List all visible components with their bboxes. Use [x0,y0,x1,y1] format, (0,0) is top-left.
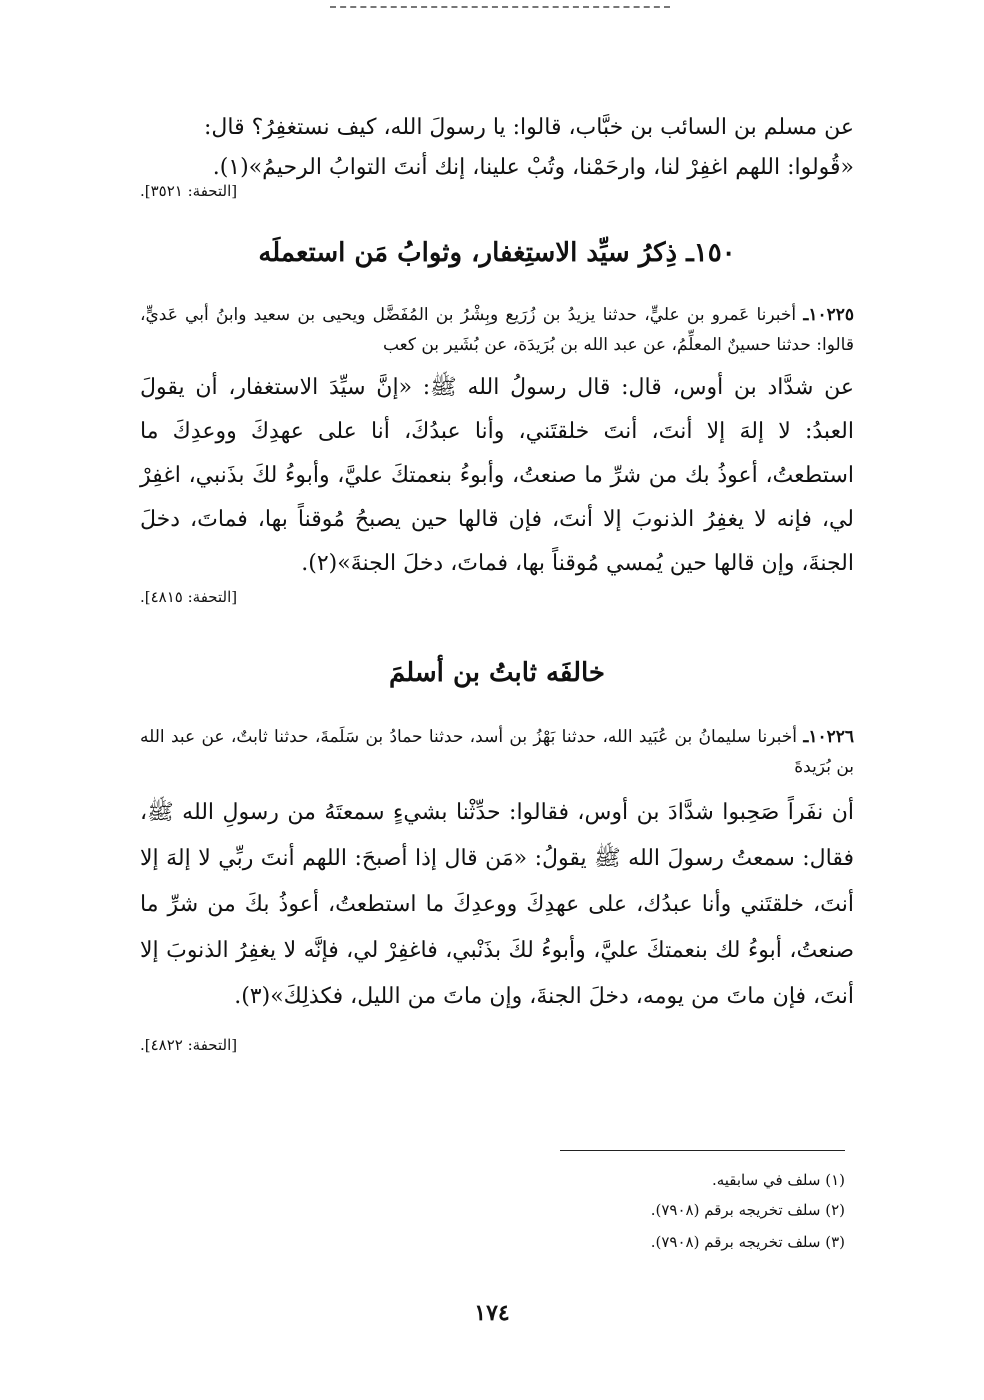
hadith-10226 [140,722,854,1054]
hadith-number-10225: ١٠٢٢٥ـ [803,305,854,325]
matn-10226: أن نفَراً صَحِبوا شدَّادَ بن أوس، فقالوا: حدِّثْنا بشيءٍ سمعتَهُ من رسولِ الله ﷺ، فقال: سمعتُ رسولَ الله ﷺ يقولُ: «مَن قال إذا أصبحَ: اللهم أنتَ ربِّي لا إلهَ إلا أنتَ، خلقتَني وأنا عبدُك، على عهدِكَ ووعدِكَ ما استطعتُ، أعوذُ بكَ من شرِّ ما صنعتُ، أبوءُ لك بنعمتكَ عليَّ، وأبوءُ لكَ بذَنْبي، فاغفِرْ لي، فإنَّه لا يغفِرُ الذنوبَ إلا أنتَ، فإن ماتَ من يومه، دخلَ الجنةَ، وإن ماتَ من الليل، فكذلِكَ»(٣). [140,800,854,1009]
isnad-text-10225: أخبرنا عَمرو بن عليٍّ، حدثنا يزيدُ بن زُرَيع وبِشْرُ بن المُفَضَّل ويحيى بن سعيد وابنُ أبي عَديٍّ، قالوا: حدثنا حسينٌ المعلِّمُ، عن عبد الله بن بُرَيدَة، عن بُشَير بن كعب [140,305,854,355]
tuhfa-ref-2: [التحفة: ٤٨١٥]. [140,588,238,606]
subheading-thabit: خالفَه ثابتُ بن أسلمَ [388,658,606,688]
matn-10225: عن شدَّاد بن أوس، قال: قال رسولُ الله ﷺ: «إنَّ سيِّدَ الاستغفار، أن يقولَ العبدُ: لا إلهَ إلا أنتَ، أنتَ خلقتَني، وأنا عبدُكَ، أنا على عهدِكَ ووعدِكَ ما استطعتُ، أعوذُ بك من شرِّ ما صنعتُ، وأبوءُ بنعمتكَ عليَّ، وأبوءُ لكَ بذَنبي، اغفِرْ لي، فإنه لا يغفِرُ الذنوبَ إلا أنتَ، فإن قالها حين يصبحُ مُوقناً بها، فماتَ، دخلَ الجنةَ، وإن قالها حين يُمسي مُوقناً بها، فماتَ، دخلَ الجنةَ»(٢). [140,375,854,576]
intro-paragraph [140,108,854,200]
intro-line-1: عن مسلم بن السائب بن خبَّاب، قالوا: يا رسولَ الله، كيف نستغفِرُ؟ قال: [204,115,854,140]
hadith-10225 [140,300,854,606]
footnote-2: (٢) سلف تخريجه برقم (٧٩٠٨). [650,1201,845,1219]
hadith-number-10226: ١٠٢٢٦ـ [803,727,854,747]
isnad-text-10226: أخبرنا سليمانُ بن عُبَيد الله، حدثنا بَهْزُ بن أسد، حدثنا حمادُ بن سَلَمةَ، حدثنا ثابتٌ، عن عبد الله بن بُرَيدةَ [140,727,854,777]
isnad-10225 [140,300,854,360]
chapter-heading-150: ١٥٠ـ ذِكرُ سيِّد الاستِغفار، وثوابُ مَن استعملَه [258,238,736,268]
tuhfa-ref-3: [التحفة: ٤٨٢٢]. [140,1036,238,1054]
intro-line-2: «قُولوا: اللهم اغفِرْ لنا، وارحَمْنا، وتُبْ علينا، إنك أنتَ التوابُ الرحيمُ»(١). [212,155,854,180]
footnote-3: (٣) سلف تخريجه برقم (٧٩٠٨). [650,1233,845,1251]
footnote-separator [560,1150,845,1151]
tuhfa-ref-1: [التحفة: ٣٥٢١]. [140,182,238,200]
footnote-1: (١) سلف في سابقيه. [711,1171,845,1189]
page-number: ١٧٤ [474,1300,510,1326]
header-rule [330,6,670,10]
isnad-10226 [140,722,854,782]
